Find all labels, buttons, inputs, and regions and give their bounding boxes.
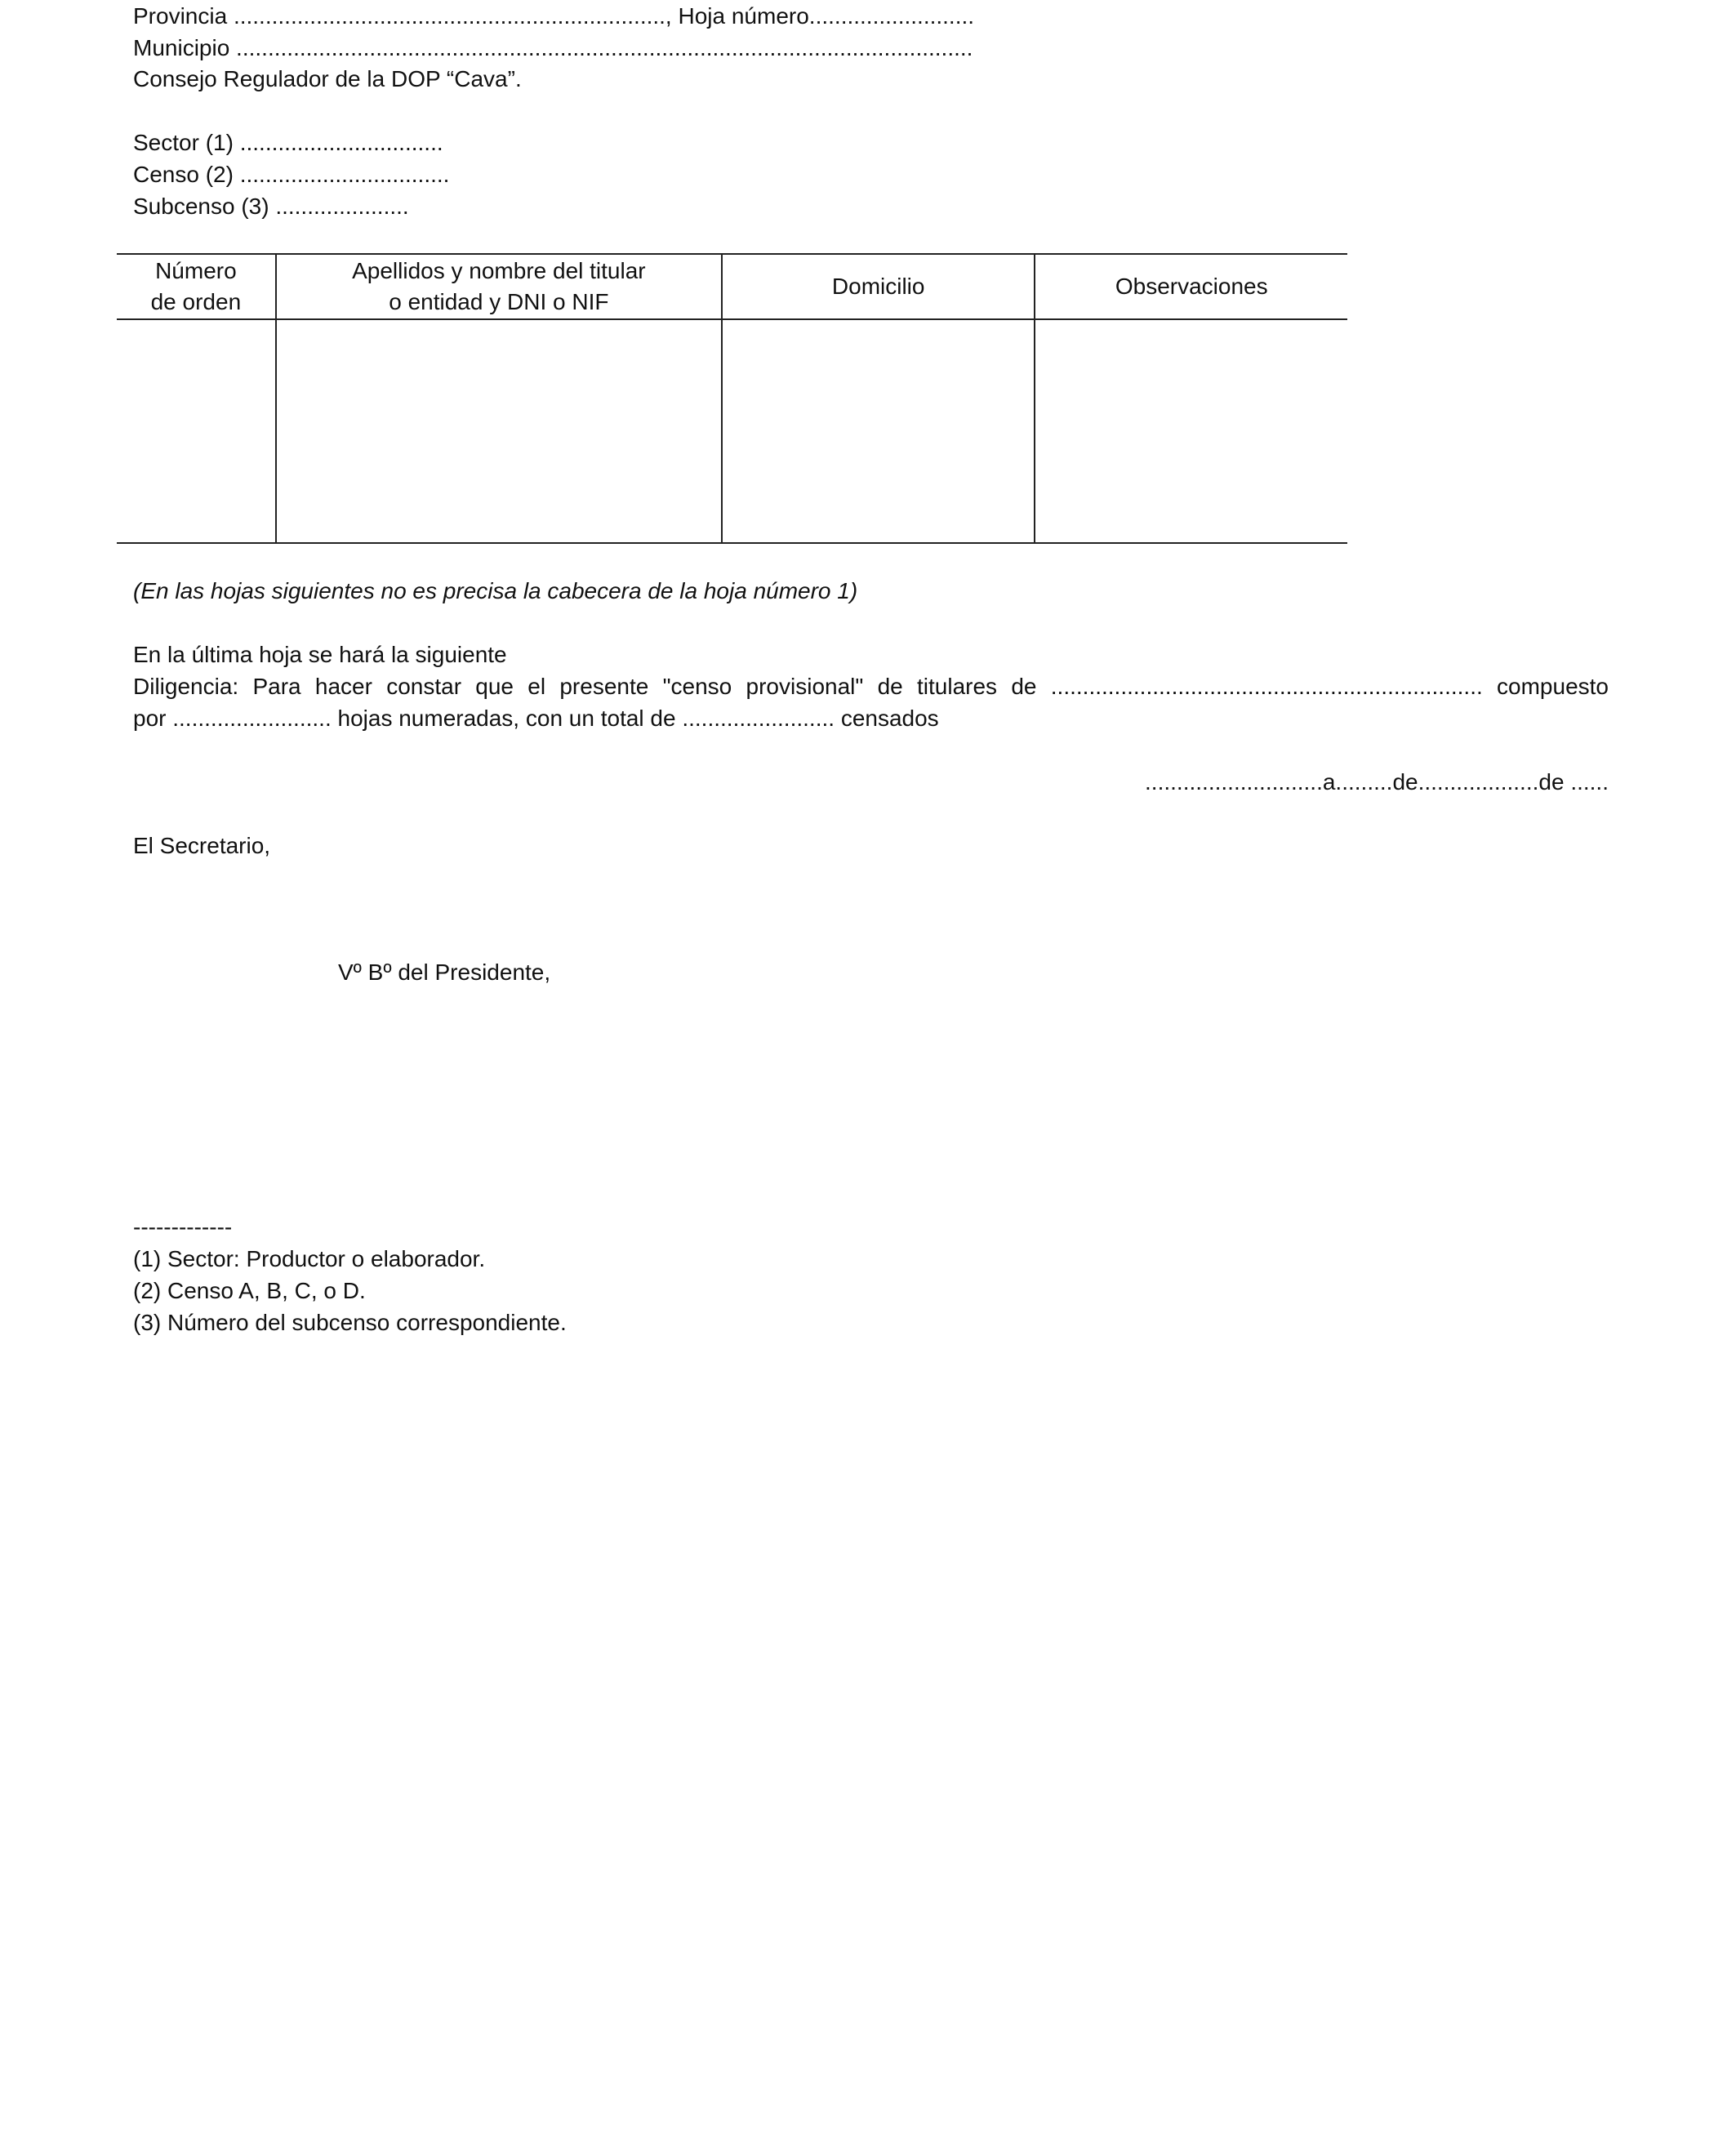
table-header-row (117, 254, 1347, 319)
census-table (117, 253, 1347, 544)
last-page-intro: En la última hoja se hará la siguiente (133, 642, 507, 667)
header-apellidos-nombre-line2: o entidad y DNI o NIF (389, 289, 609, 314)
date-line: ............................a.........de...................de ...... (1145, 769, 1609, 795)
header-observaciones-label: Observaciones (1115, 274, 1268, 299)
footnote-2: (2) Censo A, B, C, o D. (133, 1278, 366, 1303)
footnote-1: (1) Sector: Productor o elaborador. (133, 1246, 486, 1271)
table-row (117, 319, 1347, 543)
header-numero-orden-line1: Número (155, 258, 237, 283)
municipio-line: Municipio .................................................................................................................... (133, 35, 973, 60)
cell-numero-orden (117, 319, 276, 543)
footnote-separator: ------------- (133, 1214, 233, 1240)
subcenso-line: Subcenso (3) ..................... (133, 194, 409, 219)
header-apellidos-nombre (276, 254, 722, 319)
header-domicilio-label: Domicilio (831, 274, 925, 299)
provincia-line: Provincia ...................................................................., Hoja número.......................... (133, 3, 975, 29)
header-numero-orden (117, 254, 276, 319)
consejo-regulador-line: Consejo Regulador de la DOP “Cava”. (133, 66, 522, 91)
diligencia-line-2: por ......................... hojas numeradas, con un total de ........................ censados (133, 706, 939, 731)
presidente-signature-label: Vº Bº del Presidente, (338, 959, 551, 985)
diligencia-line-1: Diligencia: Para hacer constar que el presente "censo provisional" de titulares de .................................................................... compuesto (133, 674, 1609, 699)
header-domicilio (722, 254, 1035, 319)
italic-note: (En las hojas siguientes no es precisa la cabecera de la hoja número 1) (133, 578, 858, 603)
header-observaciones (1035, 254, 1347, 319)
cell-observaciones (1035, 319, 1347, 543)
sector-line: Sector (1) ................................ (133, 130, 443, 155)
footnote-3: (3) Número del subcenso correspondiente. (133, 1310, 567, 1335)
censo-line: Censo (2) ................................. (133, 162, 450, 187)
cell-domicilio (722, 319, 1035, 543)
header-numero-orden-line2: de orden (150, 289, 242, 314)
secretario-signature-label: El Secretario, (133, 833, 271, 858)
header-apellidos-nombre-line1: Apellidos y nombre del titular (352, 258, 646, 283)
cell-apellidos-nombre (276, 319, 722, 543)
